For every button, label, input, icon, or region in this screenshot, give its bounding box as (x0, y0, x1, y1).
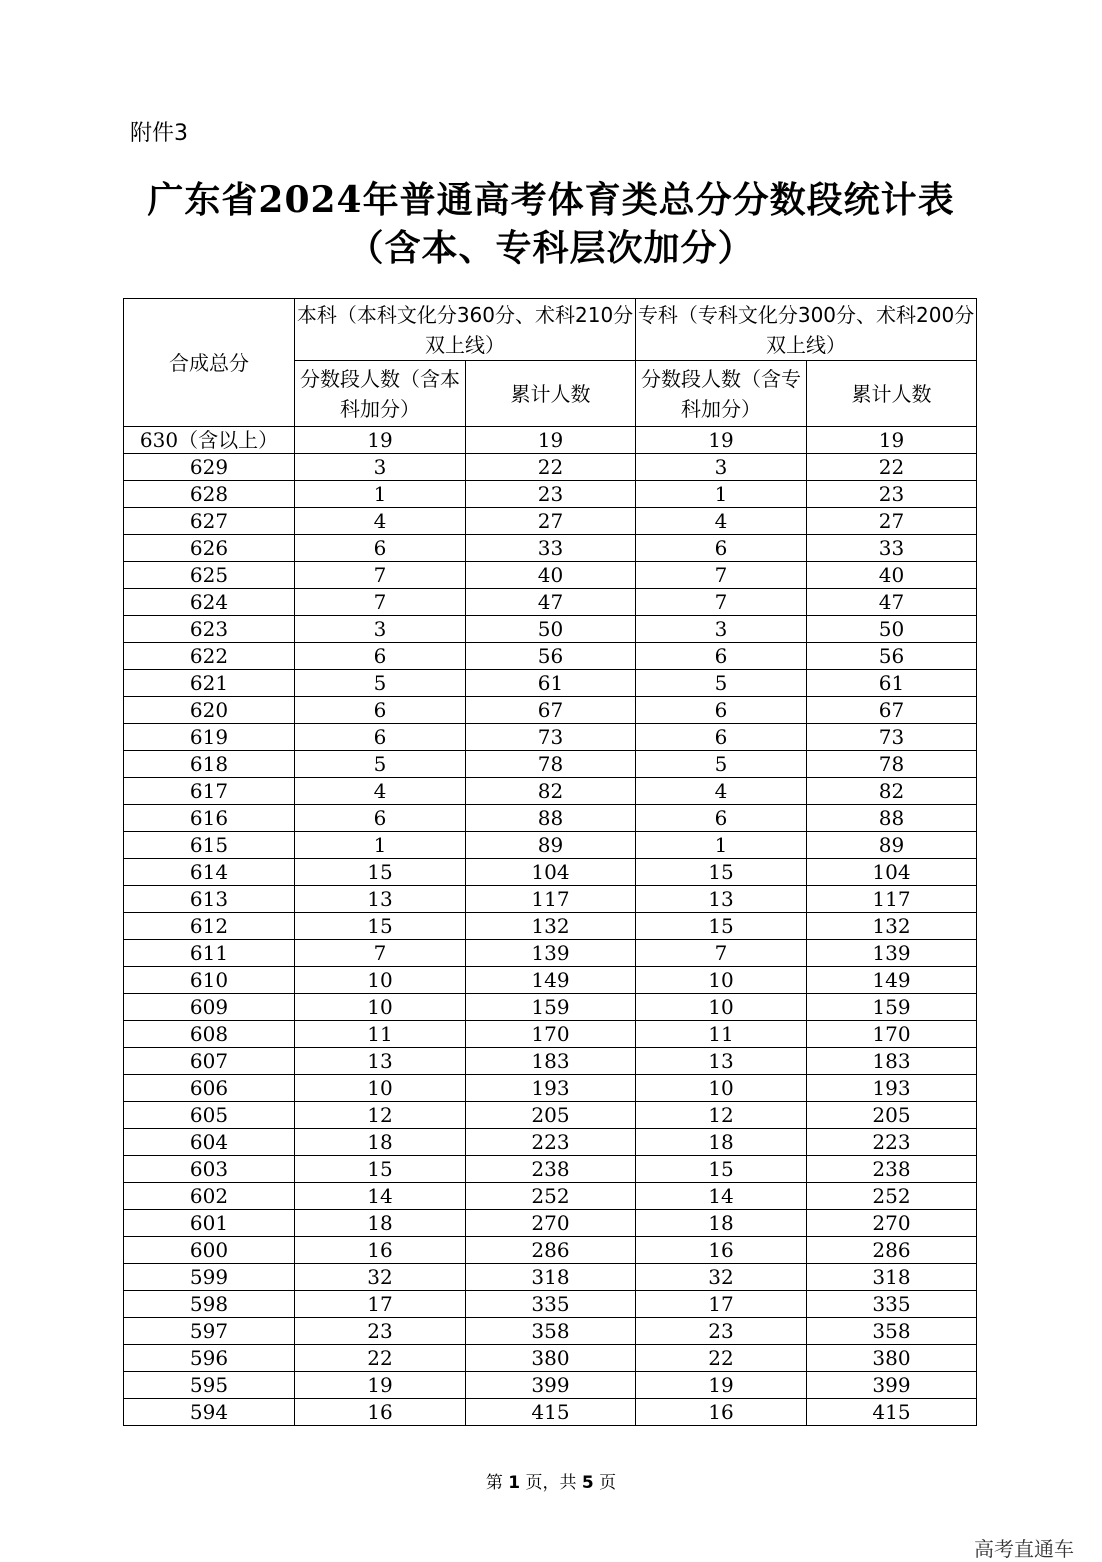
cell-cumulative-zhuanke: 27 (807, 508, 977, 535)
footer-page-number: 1 (508, 1473, 521, 1493)
cell-count-zhuanke: 12 (636, 1102, 807, 1129)
cell-count-benke: 22 (295, 1345, 466, 1372)
cell-count-zhuanke: 19 (636, 1372, 807, 1399)
cell-cumulative-benke: 117 (466, 886, 636, 913)
table-row (124, 616, 977, 643)
cell-cumulative-benke: 88 (466, 805, 636, 832)
cell-cumulative-benke: 132 (466, 913, 636, 940)
cell-cumulative-benke: 223 (466, 1129, 636, 1156)
cell-cumulative-benke: 23 (466, 481, 636, 508)
cell-total-score: 625 (124, 562, 295, 589)
cell-count-zhuanke: 7 (636, 589, 807, 616)
cell-count-benke: 32 (295, 1264, 466, 1291)
table-row (124, 832, 977, 859)
cell-cumulative-benke: 67 (466, 697, 636, 724)
cell-total-score: 619 (124, 724, 295, 751)
cell-count-zhuanke: 13 (636, 886, 807, 913)
cell-count-benke: 5 (295, 670, 466, 697)
table-row (124, 913, 977, 940)
cell-count-benke: 19 (295, 1372, 466, 1399)
cell-count-zhuanke: 23 (636, 1318, 807, 1345)
table-row (124, 1156, 977, 1183)
cell-cumulative-zhuanke: 56 (807, 643, 977, 670)
cell-total-score: 607 (124, 1048, 295, 1075)
cell-cumulative-zhuanke: 252 (807, 1183, 977, 1210)
cell-count-benke: 1 (295, 832, 466, 859)
footer-prefix: 第 (485, 1473, 509, 1493)
header-count-zhuanke: 分数段人数（含专科加分） (636, 361, 807, 427)
cell-total-score: 628 (124, 481, 295, 508)
cell-cumulative-benke: 47 (466, 589, 636, 616)
cell-cumulative-benke: 286 (466, 1237, 636, 1264)
cell-total-score: 624 (124, 589, 295, 616)
cell-count-zhuanke: 7 (636, 940, 807, 967)
cell-total-score: 600 (124, 1237, 295, 1264)
cell-count-zhuanke: 6 (636, 535, 807, 562)
cell-cumulative-benke: 19 (466, 427, 636, 454)
cell-count-benke: 11 (295, 1021, 466, 1048)
cell-count-zhuanke: 4 (636, 778, 807, 805)
table-row (124, 967, 977, 994)
cell-count-zhuanke: 10 (636, 967, 807, 994)
table-row (124, 643, 977, 670)
cell-cumulative-benke: 89 (466, 832, 636, 859)
cell-count-benke: 16 (295, 1399, 466, 1426)
table-row (124, 1372, 977, 1399)
cell-cumulative-zhuanke: 47 (807, 589, 977, 616)
cell-count-zhuanke: 18 (636, 1210, 807, 1237)
table-row (124, 1264, 977, 1291)
cell-cumulative-benke: 193 (466, 1075, 636, 1102)
cell-cumulative-zhuanke: 399 (807, 1372, 977, 1399)
cell-count-benke: 10 (295, 967, 466, 994)
cell-count-zhuanke: 3 (636, 616, 807, 643)
cell-cumulative-benke: 78 (466, 751, 636, 778)
cell-count-benke: 18 (295, 1129, 466, 1156)
cell-count-zhuanke: 16 (636, 1399, 807, 1426)
cell-count-benke: 15 (295, 859, 466, 886)
cell-count-zhuanke: 15 (636, 1156, 807, 1183)
cell-cumulative-zhuanke: 132 (807, 913, 977, 940)
cell-count-benke: 4 (295, 778, 466, 805)
cell-cumulative-benke: 27 (466, 508, 636, 535)
table-row (124, 1075, 977, 1102)
cell-cumulative-benke: 139 (466, 940, 636, 967)
cell-cumulative-zhuanke: 33 (807, 535, 977, 562)
table-row (124, 508, 977, 535)
cell-count-zhuanke: 4 (636, 508, 807, 535)
cell-count-benke: 13 (295, 1048, 466, 1075)
cell-cumulative-benke: 61 (466, 670, 636, 697)
table-row (124, 1318, 977, 1345)
cell-count-benke: 12 (295, 1102, 466, 1129)
cell-count-zhuanke: 17 (636, 1291, 807, 1318)
cell-total-score: 603 (124, 1156, 295, 1183)
cell-count-benke: 15 (295, 1156, 466, 1183)
cell-count-benke: 6 (295, 697, 466, 724)
cell-cumulative-zhuanke: 88 (807, 805, 977, 832)
table-row (124, 481, 977, 508)
cell-total-score: 609 (124, 994, 295, 1021)
cell-count-zhuanke: 13 (636, 1048, 807, 1075)
cell-cumulative-benke: 318 (466, 1264, 636, 1291)
cell-cumulative-zhuanke: 67 (807, 697, 977, 724)
table-row (124, 886, 977, 913)
cell-cumulative-zhuanke: 380 (807, 1345, 977, 1372)
cell-total-score: 617 (124, 778, 295, 805)
cell-cumulative-zhuanke: 223 (807, 1129, 977, 1156)
cell-cumulative-zhuanke: 89 (807, 832, 977, 859)
cell-total-score: 611 (124, 940, 295, 967)
cell-total-score: 622 (124, 643, 295, 670)
cell-cumulative-zhuanke: 23 (807, 481, 977, 508)
table-row (124, 1021, 977, 1048)
cell-count-zhuanke: 6 (636, 643, 807, 670)
cell-cumulative-zhuanke: 270 (807, 1210, 977, 1237)
cell-cumulative-benke: 149 (466, 967, 636, 994)
cell-cumulative-zhuanke: 183 (807, 1048, 977, 1075)
cell-total-score: 620 (124, 697, 295, 724)
cell-count-zhuanke: 19 (636, 427, 807, 454)
score-table-header (124, 299, 977, 427)
cell-cumulative-benke: 270 (466, 1210, 636, 1237)
cell-total-score: 627 (124, 508, 295, 535)
cell-cumulative-zhuanke: 159 (807, 994, 977, 1021)
cell-count-benke: 10 (295, 1075, 466, 1102)
cell-count-benke: 7 (295, 589, 466, 616)
cell-count-benke: 7 (295, 940, 466, 967)
table-row (124, 697, 977, 724)
cell-cumulative-benke: 205 (466, 1102, 636, 1129)
table-row (124, 778, 977, 805)
header-count-benke: 分数段人数（含本科加分） (295, 361, 466, 427)
cell-total-score: 629 (124, 454, 295, 481)
cell-cumulative-benke: 183 (466, 1048, 636, 1075)
cell-cumulative-benke: 170 (466, 1021, 636, 1048)
cell-cumulative-zhuanke: 22 (807, 454, 977, 481)
cell-cumulative-zhuanke: 238 (807, 1156, 977, 1183)
cell-count-zhuanke: 5 (636, 670, 807, 697)
page-title: 广东省2024年普通高考体育类总分分数段统计表 (147, 179, 955, 221)
cell-cumulative-zhuanke: 318 (807, 1264, 977, 1291)
header-cumulative-zhuanke: 累计人数 (807, 361, 977, 427)
cell-count-zhuanke: 6 (636, 805, 807, 832)
cell-total-score: 615 (124, 832, 295, 859)
footer-total-pages: 5 (581, 1473, 594, 1493)
footer-suffix: 页 (593, 1473, 617, 1493)
cell-cumulative-benke: 238 (466, 1156, 636, 1183)
cell-cumulative-zhuanke: 170 (807, 1021, 977, 1048)
table-row (124, 562, 977, 589)
cell-cumulative-zhuanke: 19 (807, 427, 977, 454)
table-row (124, 1291, 977, 1318)
cell-cumulative-zhuanke: 40 (807, 562, 977, 589)
cell-count-benke: 4 (295, 508, 466, 535)
cell-cumulative-benke: 415 (466, 1399, 636, 1426)
cell-total-score: 618 (124, 751, 295, 778)
cell-cumulative-zhuanke: 61 (807, 670, 977, 697)
cell-count-benke: 6 (295, 724, 466, 751)
table-row (124, 670, 977, 697)
table-row (124, 1237, 977, 1264)
cell-cumulative-benke: 399 (466, 1372, 636, 1399)
cell-cumulative-zhuanke: 358 (807, 1318, 977, 1345)
cell-total-score: 596 (124, 1345, 295, 1372)
cell-count-zhuanke: 14 (636, 1183, 807, 1210)
cell-cumulative-benke: 252 (466, 1183, 636, 1210)
table-row (124, 1183, 977, 1210)
cell-cumulative-zhuanke: 149 (807, 967, 977, 994)
cell-count-benke: 15 (295, 913, 466, 940)
cell-total-score: 614 (124, 859, 295, 886)
cell-count-zhuanke: 16 (636, 1237, 807, 1264)
cell-cumulative-benke: 50 (466, 616, 636, 643)
cell-count-benke: 7 (295, 562, 466, 589)
cell-total-score: 610 (124, 967, 295, 994)
table-row (124, 1345, 977, 1372)
cell-count-zhuanke: 7 (636, 562, 807, 589)
cell-total-score: 623 (124, 616, 295, 643)
table-row (124, 805, 977, 832)
cell-total-score: 621 (124, 670, 295, 697)
table-row (124, 454, 977, 481)
cell-total-score: 616 (124, 805, 295, 832)
cell-count-benke: 19 (295, 427, 466, 454)
cell-count-zhuanke: 10 (636, 1075, 807, 1102)
cell-total-score: 626 (124, 535, 295, 562)
cell-count-zhuanke: 3 (636, 454, 807, 481)
cell-total-score: 612 (124, 913, 295, 940)
attachment-label: 附件3 (130, 121, 188, 146)
cell-cumulative-benke: 358 (466, 1318, 636, 1345)
cell-total-score: 608 (124, 1021, 295, 1048)
table-row (124, 1102, 977, 1129)
cell-count-zhuanke: 10 (636, 994, 807, 1021)
cell-count-benke: 6 (295, 535, 466, 562)
cell-count-zhuanke: 15 (636, 859, 807, 886)
cell-count-zhuanke: 18 (636, 1129, 807, 1156)
cell-cumulative-benke: 104 (466, 859, 636, 886)
cell-total-score: 613 (124, 886, 295, 913)
cell-total-score: 597 (124, 1318, 295, 1345)
cell-cumulative-zhuanke: 50 (807, 616, 977, 643)
header-group-benke: 本科（本科文化分360分、术科210分双上线） (295, 299, 636, 361)
cell-total-score: 604 (124, 1129, 295, 1156)
table-row (124, 1129, 977, 1156)
cell-count-zhuanke: 22 (636, 1345, 807, 1372)
cell-count-benke: 6 (295, 805, 466, 832)
cell-count-benke: 1 (295, 481, 466, 508)
cell-total-score: 606 (124, 1075, 295, 1102)
cell-count-benke: 13 (295, 886, 466, 913)
score-table-body (124, 427, 977, 1426)
cell-total-score: 595 (124, 1372, 295, 1399)
cell-count-zhuanke: 15 (636, 913, 807, 940)
cell-count-benke: 3 (295, 616, 466, 643)
cell-total-score: 630（含以上） (124, 427, 295, 454)
page-footer (0, 1468, 1102, 1493)
table-row (124, 751, 977, 778)
cell-cumulative-zhuanke: 139 (807, 940, 977, 967)
cell-count-zhuanke: 1 (636, 481, 807, 508)
cell-count-benke: 23 (295, 1318, 466, 1345)
cell-count-benke: 14 (295, 1183, 466, 1210)
cell-count-zhuanke: 11 (636, 1021, 807, 1048)
table-row (124, 535, 977, 562)
cell-count-benke: 16 (295, 1237, 466, 1264)
cell-count-zhuanke: 6 (636, 724, 807, 751)
header-cumulative-benke: 累计人数 (466, 361, 636, 427)
cell-count-zhuanke: 32 (636, 1264, 807, 1291)
table-row (124, 1210, 977, 1237)
table-row (124, 994, 977, 1021)
table-row (124, 427, 977, 454)
cell-count-zhuanke: 1 (636, 832, 807, 859)
cell-count-benke: 3 (295, 454, 466, 481)
cell-cumulative-benke: 33 (466, 535, 636, 562)
cell-total-score: 599 (124, 1264, 295, 1291)
table-row (124, 724, 977, 751)
page-subtitle: （含本、专科层次加分） (347, 227, 755, 269)
cell-total-score: 598 (124, 1291, 295, 1318)
cell-count-benke: 17 (295, 1291, 466, 1318)
cell-total-score: 601 (124, 1210, 295, 1237)
cell-cumulative-benke: 56 (466, 643, 636, 670)
cell-cumulative-benke: 82 (466, 778, 636, 805)
footer-middle: 页，共 (520, 1473, 582, 1493)
cell-cumulative-zhuanke: 286 (807, 1237, 977, 1264)
cell-cumulative-zhuanke: 335 (807, 1291, 977, 1318)
table-row (124, 859, 977, 886)
table-row (124, 1048, 977, 1075)
table-row (124, 1399, 977, 1426)
cell-total-score: 605 (124, 1102, 295, 1129)
cell-count-benke: 10 (295, 994, 466, 1021)
cell-total-score: 602 (124, 1183, 295, 1210)
cell-cumulative-zhuanke: 193 (807, 1075, 977, 1102)
cell-cumulative-zhuanke: 82 (807, 778, 977, 805)
cell-count-zhuanke: 6 (636, 697, 807, 724)
cell-count-benke: 5 (295, 751, 466, 778)
watermark: 高考直通车 (974, 1537, 1074, 1561)
cell-count-benke: 18 (295, 1210, 466, 1237)
cell-cumulative-benke: 40 (466, 562, 636, 589)
cell-cumulative-zhuanke: 205 (807, 1102, 977, 1129)
cell-cumulative-zhuanke: 73 (807, 724, 977, 751)
cell-cumulative-benke: 22 (466, 454, 636, 481)
cell-cumulative-benke: 73 (466, 724, 636, 751)
cell-cumulative-zhuanke: 415 (807, 1399, 977, 1426)
table-row (124, 589, 977, 616)
cell-cumulative-zhuanke: 78 (807, 751, 977, 778)
score-table (123, 298, 977, 1426)
cell-cumulative-benke: 159 (466, 994, 636, 1021)
header-group-zhuanke: 专科（专科文化分300分、术科200分双上线） (636, 299, 977, 361)
cell-count-benke: 6 (295, 643, 466, 670)
cell-cumulative-benke: 380 (466, 1345, 636, 1372)
cell-cumulative-zhuanke: 117 (807, 886, 977, 913)
cell-cumulative-zhuanke: 104 (807, 859, 977, 886)
cell-total-score: 594 (124, 1399, 295, 1426)
header-total-score: 合成总分 (124, 299, 295, 427)
table-row (124, 940, 977, 967)
cell-cumulative-benke: 335 (466, 1291, 636, 1318)
cell-count-zhuanke: 5 (636, 751, 807, 778)
